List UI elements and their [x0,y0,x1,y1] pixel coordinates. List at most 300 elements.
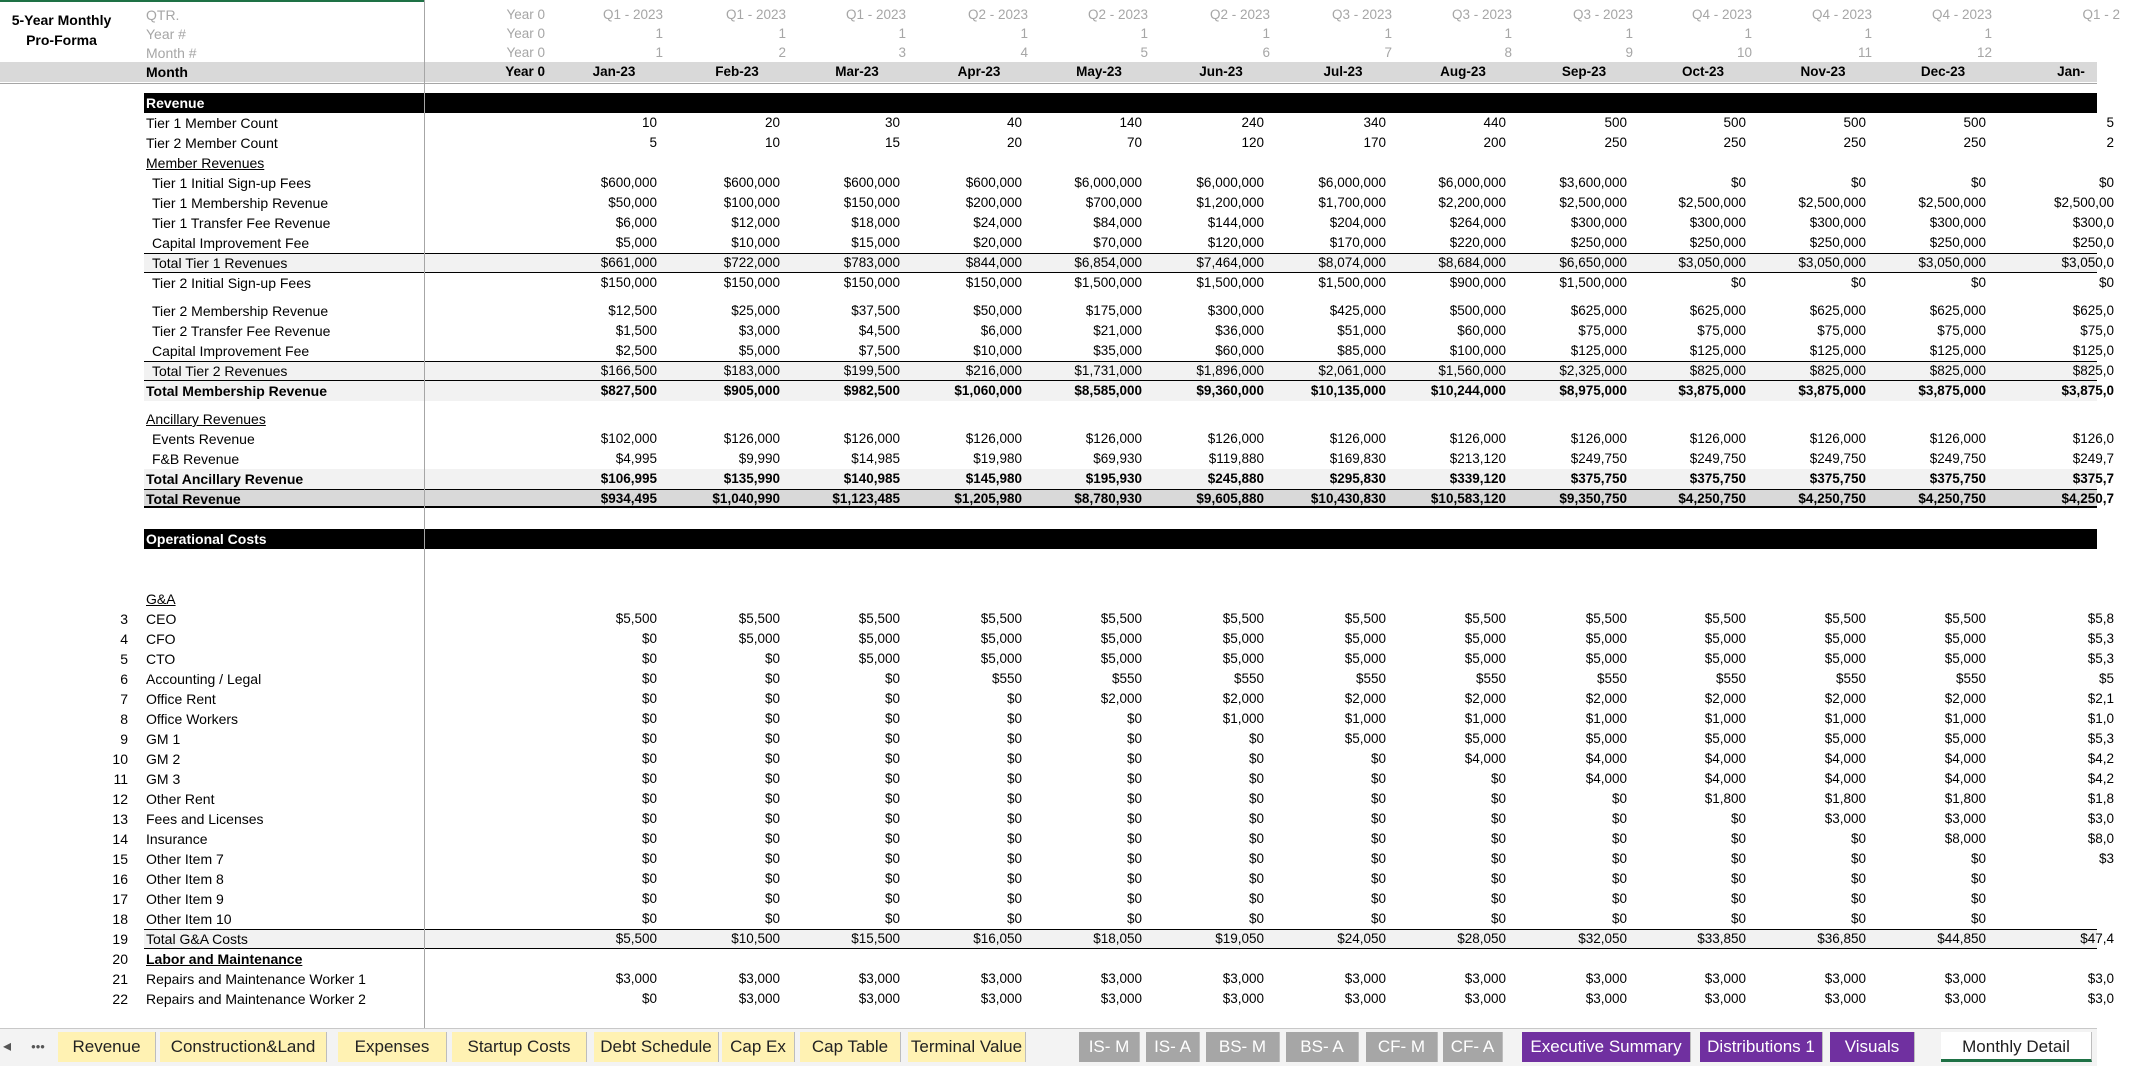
value-cell[interactable]: $0 [2098,175,2114,190]
value-cell[interactable]: $3,000 [1585,971,1627,986]
value-cell[interactable]: $1,560,000 [1438,363,1506,378]
value-cell[interactable]: $150,000 [600,275,657,290]
value-cell[interactable]: $183,000 [723,363,780,378]
value-cell[interactable]: $0 [1248,791,1264,806]
value-cell[interactable]: $0 [1490,871,1506,886]
value-cell[interactable]: $3,000 [980,971,1022,986]
value-cell[interactable]: $85,000 [1337,343,1386,358]
row-number[interactable]: 15 [112,851,128,867]
value-cell[interactable]: $5,000 [1100,651,1142,666]
value-cell[interactable]: $0 [1490,771,1506,786]
value-cell[interactable]: $2,000 [1344,691,1386,706]
value-cell[interactable]: $0 [1490,831,1506,846]
value-cell[interactable]: $3,050,000 [1918,255,1986,270]
value-cell[interactable]: $4,000 [1824,771,1866,786]
value-cell[interactable]: $0 [1126,791,1142,806]
value-cell[interactable]: $19,050 [1215,931,1264,946]
value-cell[interactable]: $1,200,000 [1196,195,1264,210]
value-cell[interactable]: $0 [1006,751,1022,766]
value-cell[interactable]: $245,880 [1207,471,1264,486]
value-cell[interactable]: $982,500 [843,383,900,398]
row-number[interactable]: 6 [120,671,128,687]
value-cell[interactable]: $0 [1970,275,1986,290]
value-cell[interactable]: $3,000 [1824,971,1866,986]
value-cell[interactable]: $0 [1730,851,1746,866]
value-cell[interactable]: $5,000 [1704,731,1746,746]
value-cell[interactable]: $5,3 [2087,631,2114,646]
row-number[interactable]: 17 [112,891,128,907]
value-cell[interactable]: $5,000 [1944,731,1986,746]
value-cell[interactable]: $4,250,750 [1798,491,1866,506]
value-cell[interactable]: $5,500 [1704,611,1746,626]
value-cell[interactable]: $5,000 [1464,731,1506,746]
sheet-tab[interactable]: Cap Table [800,1032,901,1062]
value-cell[interactable]: $250,000 [1929,235,1986,250]
row-label[interactable]: Tier 2 Membership Revenue [152,303,329,319]
value-cell[interactable]: $204,000 [1329,215,1386,230]
value-cell[interactable]: $0 [1730,275,1746,290]
value-cell[interactable]: $5,000 [1464,631,1506,646]
value-cell[interactable]: $375,750 [1929,471,1986,486]
value-cell[interactable]: $1,000 [1824,711,1866,726]
value-cell[interactable]: $5,000 [1464,651,1506,666]
value-cell[interactable] [1996,889,2114,909]
value-cell[interactable]: $625,000 [1570,303,1627,318]
value-cell[interactable]: $75,000 [1937,323,1986,338]
value-cell[interactable]: $5,500 [1222,611,1264,626]
value-cell[interactable]: $125,000 [1689,343,1746,358]
row-label[interactable]: Capital Improvement Fee [152,235,310,251]
value-cell[interactable]: $1,731,000 [1074,363,1142,378]
value-cell[interactable]: $4,2 [2087,751,2114,766]
value-cell[interactable]: $6,000 [615,215,657,230]
value-cell[interactable]: $5,000 [1344,651,1386,666]
value-cell[interactable]: $0 [641,911,657,926]
value-cell[interactable]: 40 [1006,115,1022,130]
row-label[interactable]: GM 2 [146,751,181,767]
col-header-hdr[interactable]: Jun-23 [1199,64,1243,79]
value-cell[interactable]: $0 [884,751,900,766]
value-cell[interactable]: $0 [641,871,657,886]
value-cell[interactable]: $126,000 [1085,431,1142,446]
value-cell[interactable]: $0 [1730,831,1746,846]
row-number[interactable]: 13 [112,811,128,827]
value-cell[interactable]: $0 [641,651,657,666]
value-cell[interactable]: $0 [641,751,657,766]
value-cell[interactable]: $19,980 [973,451,1022,466]
value-cell[interactable]: $375,7 [2072,471,2114,486]
value-cell[interactable]: $1,800 [1944,791,1986,806]
value-cell[interactable]: $0 [1126,911,1142,926]
value-cell[interactable]: $15,000 [851,235,900,250]
value-cell[interactable]: $5,000 [1585,731,1627,746]
value-cell[interactable]: 20 [764,115,780,130]
value-cell[interactable]: $3,000 [1222,971,1264,986]
value-cell[interactable]: $0 [1370,891,1386,906]
value-cell[interactable]: $2,500,000 [1798,195,1866,210]
row-label[interactable]: GM 3 [146,771,181,787]
value-cell[interactable]: $0 [641,791,657,806]
value-cell[interactable]: $0 [1850,275,1866,290]
value-cell[interactable]: $0 [1850,911,1866,926]
value-cell[interactable]: $5,000 [858,651,900,666]
value-cell[interactable]: $0 [1126,871,1142,886]
value-cell[interactable]: $6,000,000 [1318,175,1386,190]
value-cell[interactable]: $200,000 [965,195,1022,210]
value-cell[interactable]: $825,000 [1929,363,1986,378]
value-cell[interactable]: $2,000 [1944,691,1986,706]
value-cell[interactable]: $1,000 [1464,711,1506,726]
value-cell[interactable]: $0 [764,691,780,706]
value-cell[interactable]: $119,880 [1208,451,1264,466]
value-cell[interactable]: $5,3 [2087,651,2114,666]
value-cell[interactable]: $9,360,000 [1196,383,1264,398]
value-cell[interactable]: $0 [1006,911,1022,926]
value-cell[interactable]: $5,500 [1824,611,1866,626]
value-cell[interactable]: $4,000 [1944,751,1986,766]
value-cell[interactable]: $2,325,000 [1559,363,1627,378]
value-cell[interactable]: $50,000 [973,303,1022,318]
value-cell[interactable]: $125,000 [1570,343,1627,358]
row-label[interactable]: Accounting / Legal [146,671,262,687]
value-cell[interactable]: $700,000 [1085,195,1142,210]
value-cell[interactable]: $0 [1006,711,1022,726]
row-label[interactable]: G&A [146,591,176,607]
value-cell[interactable]: 500 [1843,115,1866,130]
value-cell[interactable]: $0 [764,891,780,906]
value-cell[interactable]: $5,000 [1344,731,1386,746]
value-cell[interactable]: 30 [884,115,900,130]
value-cell[interactable]: $126,000 [1689,431,1746,446]
value-cell[interactable]: 5 [2106,115,2114,130]
value-cell[interactable]: $5,500 [1944,611,1986,626]
value-cell[interactable]: $625,0 [2072,303,2114,318]
value-cell[interactable]: $3,000 [738,991,780,1006]
value-cell[interactable]: $3,000 [858,991,900,1006]
value-cell[interactable]: $20,000 [973,235,1022,250]
value-cell[interactable]: $4,250,750 [1678,491,1746,506]
value-cell[interactable]: $425,000 [1329,303,1386,318]
value-cell[interactable]: $0 [1248,771,1264,786]
value-cell[interactable]: 250 [1604,135,1627,150]
value-cell[interactable]: $6,650,000 [1559,255,1627,270]
value-cell[interactable]: $1,800 [1824,791,1866,806]
value-cell[interactable]: $0 [884,711,900,726]
value-cell[interactable]: $195,930 [1085,471,1142,486]
value-cell[interactable]: $0 [1126,711,1142,726]
value-cell[interactable]: $550 [1955,671,1986,686]
value-cell[interactable]: $5,000 [1222,631,1264,646]
value-cell[interactable]: $5,3 [2087,731,2114,746]
value-cell[interactable]: $126,000 [1809,431,1866,446]
row-label[interactable]: Tier 2 Initial Sign-up Fees [152,275,311,291]
sheet-tab[interactable]: CF- A [1443,1032,1503,1062]
value-cell[interactable]: $2,061,000 [1318,363,1386,378]
value-cell[interactable]: $10,000 [973,343,1022,358]
value-cell[interactable]: $3,875,000 [1678,383,1746,398]
value-cell[interactable]: 500 [1604,115,1627,130]
row-label[interactable]: Events Revenue [152,431,255,447]
value-cell[interactable]: $126,000 [723,431,780,446]
value-cell[interactable]: $0 [884,851,900,866]
value-cell[interactable]: $126,000 [1929,431,1986,446]
value-cell[interactable]: $47,4 [2080,931,2114,946]
value-cell[interactable]: $3,0 [2087,811,2114,826]
value-cell[interactable]: $0 [764,751,780,766]
value-cell[interactable]: $0 [1611,811,1627,826]
value-cell[interactable] [1996,869,2114,889]
value-cell[interactable]: $1,000 [1704,711,1746,726]
value-cell[interactable]: $5,8 [2087,611,2114,626]
value-cell[interactable]: $600,000 [843,175,900,190]
value-cell[interactable]: $4,000 [1944,771,1986,786]
value-cell[interactable]: $166,500 [600,363,657,378]
value-cell[interactable]: 340 [1363,115,1386,130]
value-cell[interactable]: $0 [884,871,900,886]
row-number[interactable]: 9 [120,731,128,747]
row-number[interactable]: 11 [113,771,128,787]
value-cell[interactable]: $3,875,000 [1918,383,1986,398]
value-cell[interactable]: $1,896,000 [1196,363,1264,378]
value-cell[interactable]: $6,000,000 [1074,175,1142,190]
value-cell[interactable]: $5,000 [1704,651,1746,666]
value-cell[interactable]: $4,000 [1824,751,1866,766]
value-cell[interactable]: $3 [2098,851,2114,866]
row-number[interactable]: 22 [112,991,128,1007]
value-cell[interactable]: 500 [1723,115,1746,130]
value-cell[interactable]: $2,500,000 [1678,195,1746,210]
row-number[interactable]: 8 [120,711,128,727]
row-label[interactable]: Tier 1 Initial Sign-up Fees [152,175,311,191]
col-header-hdr[interactable]: Nov-23 [1800,64,1846,79]
value-cell[interactable]: $0 [884,671,900,686]
row-label[interactable]: Repairs and Maintenance Worker 2 [146,991,366,1007]
row-number[interactable]: 18 [112,911,128,927]
value-cell[interactable]: $106,995 [600,471,657,486]
value-cell[interactable]: $10,583,120 [1430,491,1506,506]
value-cell[interactable]: $0 [764,811,780,826]
value-cell[interactable]: $9,990 [738,451,780,466]
value-cell[interactable]: $69,930 [1093,451,1142,466]
value-cell[interactable]: $2,200,000 [1438,195,1506,210]
value-cell[interactable]: 200 [1483,135,1506,150]
value-cell[interactable]: $250,000 [1809,235,1866,250]
value-cell[interactable]: $4,2 [2087,771,2114,786]
value-cell[interactable]: $5,500 [1464,611,1506,626]
value-cell[interactable]: $4,995 [615,451,657,466]
value-cell[interactable]: $5,500 [1344,611,1386,626]
value-cell[interactable]: $783,000 [843,255,900,270]
value-cell[interactable]: $0 [1126,771,1142,786]
sheet-tab[interactable]: Terminal Value [908,1032,1026,1062]
value-cell[interactable]: $169,830 [1329,451,1386,466]
value-cell[interactable]: $126,000 [1207,431,1264,446]
value-cell[interactable]: $825,000 [1809,363,1866,378]
value-cell[interactable]: $3,000 [1100,991,1142,1006]
value-cell[interactable]: 250 [1723,135,1746,150]
value-cell[interactable]: $126,000 [1329,431,1386,446]
value-cell[interactable]: $339,120 [1449,471,1506,486]
value-cell[interactable]: $249,750 [1809,451,1866,466]
row-label[interactable]: Tier 1 Membership Revenue [152,195,329,211]
sheet-tab[interactable]: Visuals [1830,1032,1915,1062]
col-header-hdr[interactable]: Sep-23 [1561,64,1607,79]
value-cell[interactable]: $3,000 [1704,971,1746,986]
value-cell[interactable]: $5,000 [615,235,657,250]
value-cell[interactable]: $5,000 [980,631,1022,646]
value-cell[interactable]: $150,000 [843,195,900,210]
value-cell[interactable]: $1,000 [1344,711,1386,726]
value-cell[interactable]: $0 [1370,871,1386,886]
value-cell[interactable]: $0 [764,671,780,686]
row-label[interactable]: Total Ancillary Revenue [146,471,304,487]
value-cell[interactable]: $0 [1490,791,1506,806]
value-cell[interactable]: 5 [649,135,657,150]
value-cell[interactable]: $0 [641,851,657,866]
value-cell[interactable]: $84,000 [1093,215,1142,230]
value-cell[interactable]: $4,000 [1464,751,1506,766]
value-cell[interactable]: $0 [1006,831,1022,846]
value-cell[interactable]: $550 [1233,671,1264,686]
row-label[interactable]: Total Revenue [146,491,241,507]
row-number[interactable]: 16 [112,871,128,887]
value-cell[interactable]: $0 [1126,851,1142,866]
row-number[interactable]: 10 [112,751,128,767]
value-cell[interactable]: 440 [1483,115,1506,130]
value-cell[interactable]: $36,000 [1215,323,1264,338]
value-cell[interactable]: $150,000 [965,275,1022,290]
value-cell[interactable]: $150,000 [843,275,900,290]
value-cell[interactable]: $375,750 [1689,471,1746,486]
value-cell[interactable]: $0 [1970,891,1986,906]
value-cell[interactable]: $1,205,980 [954,491,1022,506]
value-cell[interactable]: $3,000 [1344,991,1386,1006]
value-cell[interactable]: $0 [884,771,900,786]
value-cell[interactable]: $550 [1475,671,1506,686]
value-cell[interactable]: 70 [1126,135,1142,150]
value-cell[interactable]: $4,000 [1704,751,1746,766]
value-cell[interactable]: $0 [1248,891,1264,906]
row-label[interactable]: Capital Improvement Fee [152,343,310,359]
value-cell[interactable]: $10,500 [731,931,780,946]
value-cell[interactable]: $0 [1730,811,1746,826]
row-number[interactable]: 4 [120,631,128,647]
value-cell[interactable]: $0 [641,631,657,646]
row-label[interactable]: Repairs and Maintenance Worker 1 [146,971,366,987]
row-label[interactable]: Tier 1 Transfer Fee Revenue [152,215,331,231]
value-cell[interactable]: $10,000 [731,235,780,250]
value-cell[interactable]: $3,000 [738,323,780,338]
value-cell[interactable]: $3,050,000 [1798,255,1866,270]
value-cell[interactable]: 10 [641,115,657,130]
value-cell[interactable]: $1,040,990 [712,491,780,506]
row-label[interactable]: Total Tier 1 Revenues [152,255,288,271]
row-label[interactable]: Total Membership Revenue [146,383,328,399]
value-cell[interactable]: $8,0 [2087,831,2114,846]
value-cell[interactable]: $4,000 [1585,751,1627,766]
value-cell[interactable]: $0 [1370,751,1386,766]
value-cell[interactable]: $722,000 [723,255,780,270]
value-cell[interactable]: $0 [641,891,657,906]
value-cell[interactable]: $0 [764,711,780,726]
value-cell[interactable]: $0 [641,811,657,826]
value-cell[interactable]: $900,000 [1449,275,1506,290]
value-cell[interactable]: $0 [641,771,657,786]
value-cell[interactable]: $0 [1248,871,1264,886]
value-cell[interactable]: $150,000 [723,275,780,290]
value-cell[interactable]: $0 [1730,911,1746,926]
value-cell[interactable]: $199,500 [843,363,900,378]
value-cell[interactable]: $0 [1611,791,1627,806]
value-cell[interactable]: $0 [1006,871,1022,886]
value-cell[interactable] [1996,909,2114,929]
row-number[interactable]: 20 [112,951,128,967]
row-label[interactable]: Member Revenues [146,155,265,171]
value-cell[interactable]: $3,000 [1824,811,1866,826]
value-cell[interactable]: $140,985 [843,471,900,486]
value-cell[interactable]: $0 [884,791,900,806]
value-cell[interactable]: $300,000 [1809,215,1866,230]
row-number[interactable]: 14 [112,831,128,847]
value-cell[interactable]: 2 [2106,135,2114,150]
value-cell[interactable]: $249,750 [1570,451,1627,466]
value-cell[interactable]: $3,000 [980,991,1022,1006]
value-cell[interactable]: $126,000 [965,431,1022,446]
value-cell[interactable]: $600,000 [965,175,1022,190]
row-label[interactable]: CTO [146,651,176,667]
value-cell[interactable]: $0 [1126,731,1142,746]
value-cell[interactable]: $550 [1596,671,1627,686]
value-cell[interactable]: $8,780,930 [1074,491,1142,506]
value-cell[interactable]: $5,000 [1585,631,1627,646]
value-cell[interactable]: $3,000 [738,971,780,986]
value-cell[interactable]: $0 [1730,891,1746,906]
value-cell[interactable]: $51,000 [1337,323,1386,338]
row-label[interactable]: Labor and Maintenance [146,951,303,967]
value-cell[interactable]: $1,060,000 [954,383,1022,398]
row-label[interactable]: Office Rent [146,691,216,707]
value-cell[interactable]: $0 [1370,911,1386,926]
sheet-tab[interactable]: Revenue [58,1032,156,1062]
sheet-tab[interactable]: Startup Costs [452,1032,587,1062]
value-cell[interactable]: $827,500 [600,383,657,398]
value-cell[interactable]: $6,000,000 [1438,175,1506,190]
value-cell[interactable]: $8,975,000 [1559,383,1627,398]
value-cell[interactable]: $0 [1490,811,1506,826]
value-cell[interactable]: $0 [764,731,780,746]
row-number[interactable]: 12 [112,791,128,807]
sheet-tab[interactable]: Executive Summary [1522,1032,1691,1062]
value-cell[interactable]: $0 [1490,891,1506,906]
value-cell[interactable]: $500,000 [1449,303,1506,318]
value-cell[interactable]: $0 [1850,175,1866,190]
value-cell[interactable]: $32,050 [1578,931,1627,946]
value-cell[interactable]: $625,000 [1809,303,1866,318]
value-cell[interactable]: 15 [884,135,900,150]
value-cell[interactable]: $5 [2098,671,2114,686]
row-label[interactable]: Total Tier 2 Revenues [152,363,288,379]
value-cell[interactable]: $135,990 [723,471,780,486]
value-cell[interactable]: $1,500,000 [1196,275,1264,290]
value-cell[interactable]: $5,000 [858,631,900,646]
value-cell[interactable]: $3,050,0 [2061,255,2114,270]
value-cell[interactable]: $0 [1126,751,1142,766]
value-cell[interactable]: $0 [884,891,900,906]
value-cell[interactable]: $375,750 [1809,471,1866,486]
value-cell[interactable]: $300,000 [1570,215,1627,230]
value-cell[interactable]: $18,000 [851,215,900,230]
value-cell[interactable]: $5,500 [615,611,657,626]
